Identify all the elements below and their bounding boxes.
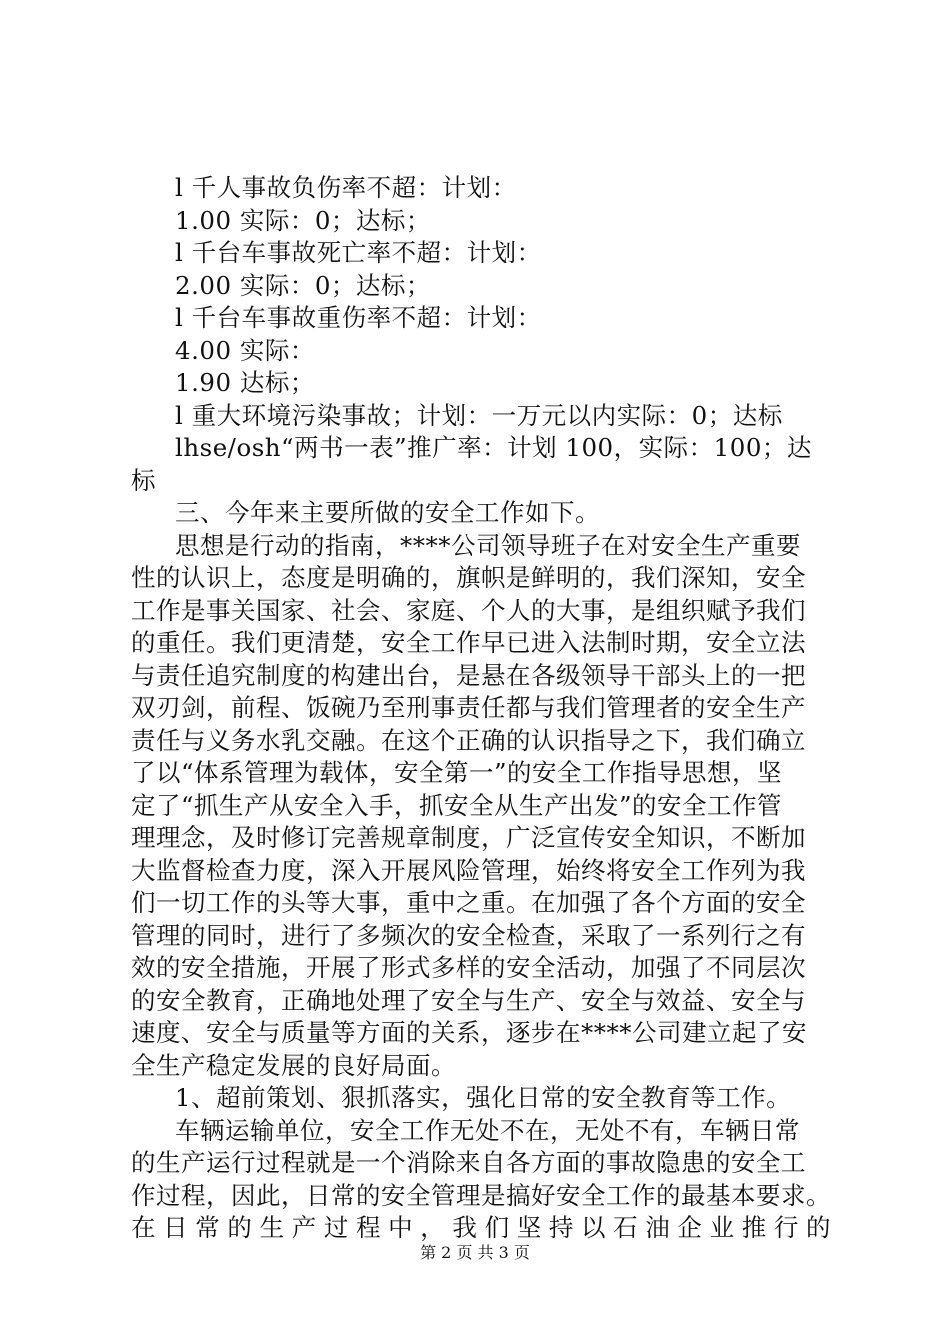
text-line: 效的安全措施，开展了形式多样的安全活动，加强了不同层次 <box>131 953 806 982</box>
text-line: 全生产稳定发展的良好局面。 <box>131 1050 456 1080</box>
text-line: 思想是行动的指南，****公司领导班子在对安全生产重要 <box>175 530 801 560</box>
text-line: 性的认识上，态度是明确的，旗帜是鲜明的，我们深知，安全 <box>131 563 806 592</box>
text-line: 标 <box>131 465 156 495</box>
text-line: l 重大环境污染事故；计划：一万元以内实际：0；达标 <box>175 400 783 430</box>
text-line: 的重任。我们更清楚，安全工作早已进入法制时期，安全立法 <box>131 628 806 657</box>
page-footer: 第 2 页 共 3 页 <box>420 1243 530 1262</box>
text-line: l 千台车事故死亡率不超：计划： <box>175 238 542 267</box>
text-line: 三、今年来主要所做的安全工作如下。 <box>175 498 600 527</box>
text-line: 1.00 实际：0；达标； <box>175 205 431 235</box>
text-line: 理理念，及时修订完善规章制度，广泛宣传安全知识，不断加 <box>131 823 806 852</box>
text-line: 与责任追究制度的构建出台，是悬在各级领导干部头上的一把 <box>131 660 806 690</box>
text-line: 1、超前策划、狠抓落实，强化日常的安全教育等工作。 <box>175 1083 792 1112</box>
text-line: 责任与义务水乳交融。在这个正确的认识指导之下，我们确立 <box>131 725 806 755</box>
text-line: 车辆运输单位，安全工作无处不在，无处不有，车辆日常 <box>175 1115 800 1145</box>
text-line: l 千人事故负伤率不超：计划： <box>175 173 517 202</box>
text-line: lhse/osh“两书一表”推广率：计划 100，实际：100；达 <box>175 433 812 462</box>
text-line: 管理的同时，进行了多频次的安全检查，采取了一系列行之有 <box>131 920 806 950</box>
text-line: 4.00 实际： <box>175 335 315 365</box>
text-line: 工作是事关国家、社会、家庭、个人的大事，是组织赋予我们 <box>131 595 806 625</box>
text-line: 双刃剑，前程、饭碗乃至刑事责任都与我们管理者的安全生产 <box>131 693 806 722</box>
text-line: 速度、安全与质量等方面的关系，逐步在****公司建立起了安 <box>131 1018 807 1047</box>
text-line: 的生产运行过程就是一个消除来自各方面的事故隐患的安全工 <box>131 1148 806 1177</box>
text-line: 1.90 达标； <box>175 368 315 397</box>
text-line: 大监督检查力度，深入开展风险管理，始终将安全工作列为我 <box>131 855 806 885</box>
text-line: 在日常的生产过程中，我们坚持以石油企业推行的 <box>131 1213 831 1242</box>
text-line: 的安全教育，正确地处理了安全与生产、安全与效益、安全与 <box>131 985 806 1015</box>
text-line: 定了“抓生产从安全入手，抓安全从生产出发”的安全工作管 <box>131 790 783 820</box>
document-body <box>131 172 831 1245</box>
text-line: 了以“体系管理为载体，安全第一”的安全工作指导思想，坚 <box>131 758 783 787</box>
text-line: 2.00 实际：0；达标； <box>175 270 431 300</box>
text-line: 们一切工作的头等大事，重中之重。在加强了各个方面的安全 <box>131 888 806 917</box>
text-line: l 千台车事故重伤率不超：计划： <box>175 303 542 332</box>
text-line: 作过程，因此，日常的安全管理是搞好安全工作的最基本要求。 <box>131 1180 831 1210</box>
